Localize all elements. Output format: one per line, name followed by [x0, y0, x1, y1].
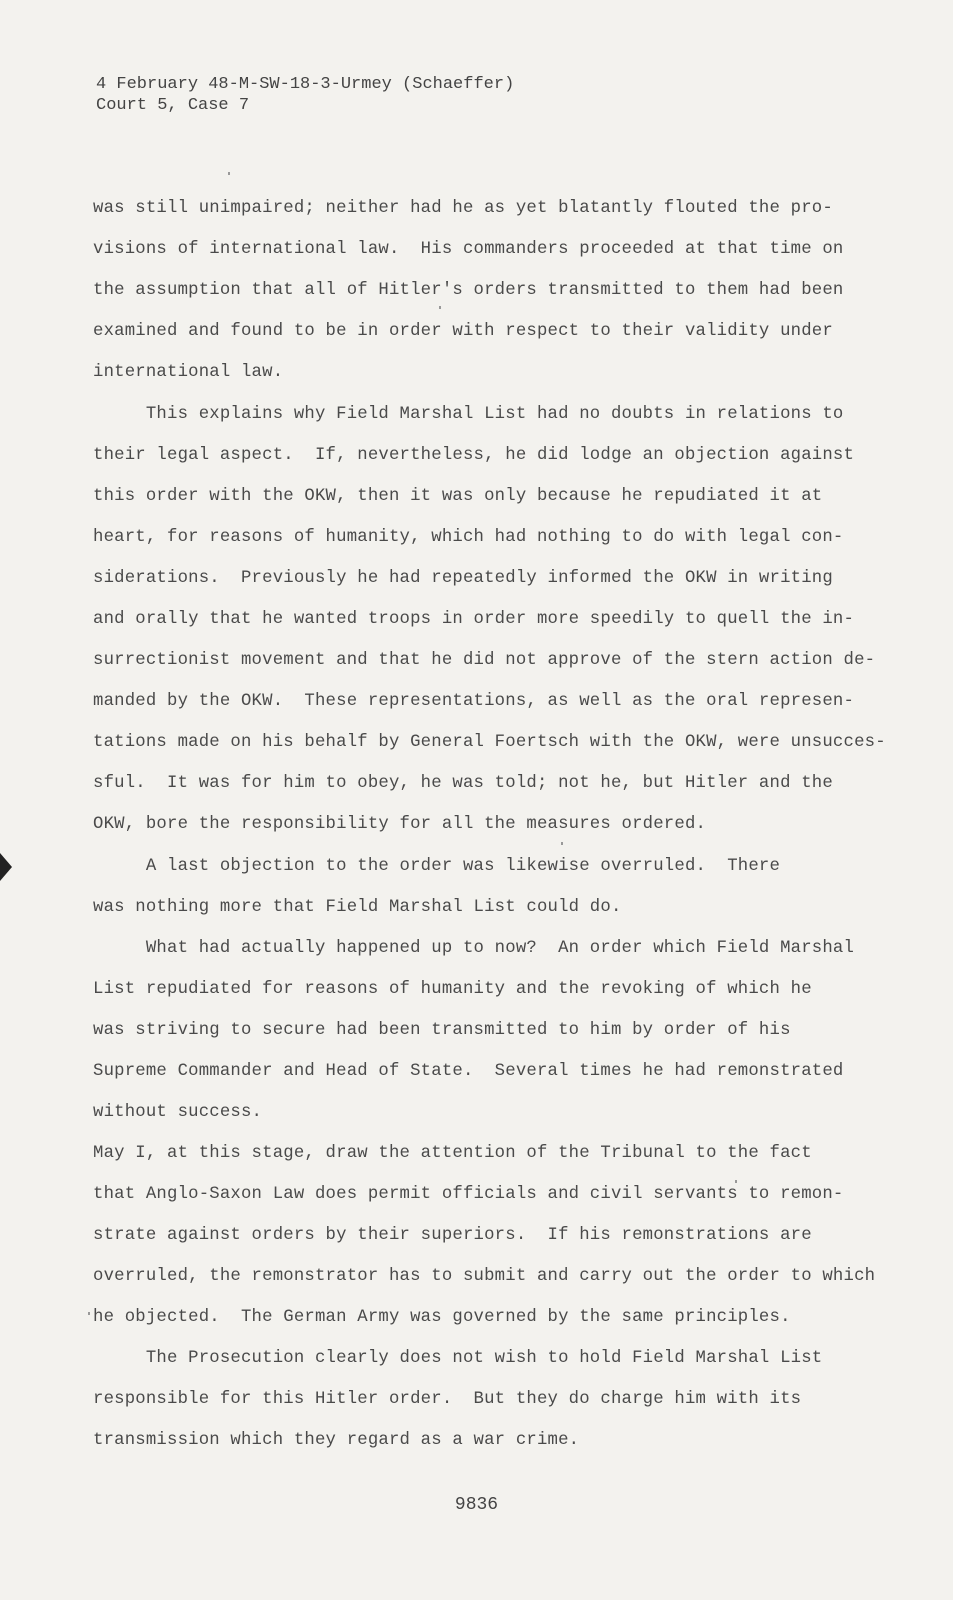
body-line: List repudiated for reasons of humanity and the revoking of which he — [93, 980, 812, 999]
header-date-line: 4 February 48-M-SW-18-3-Urmey (Schaeffer) — [96, 75, 515, 94]
body-line: This explains why Field Marshal List had no doubts in relations to — [93, 405, 844, 424]
body-line: manded by the OKW. These representations, as well as the oral represen- — [93, 692, 855, 711]
body-line: their legal aspect. If, nevertheless, he did lodge an objection against — [93, 446, 855, 465]
body-line: was striving to secure had been transmitted to him by order of his — [93, 1021, 791, 1040]
binder-tab-marker — [0, 853, 12, 881]
body-line: siderations. Previously he had repeatedly informed the OKW in writing — [93, 569, 833, 588]
body-line: international law. — [93, 363, 284, 382]
body-line: OKW, bore the responsibility for all the measures ordered. — [93, 815, 707, 834]
body-line: was nothing more that Field Marshal List could do. — [93, 898, 622, 917]
body-line: heart, for reasons of humanity, which had nothing to do with legal con- — [93, 528, 844, 547]
body-line: surrectionist movement and that he did not approve of the stern action de- — [93, 651, 876, 670]
paper-fleck — [88, 1312, 90, 1315]
paper-fleck — [228, 172, 230, 175]
body-line: A last objection to the order was likewise overruled. There — [93, 857, 781, 876]
body-line: was still unimpaired; neither had he as yet blatantly flouted the pro- — [93, 199, 833, 218]
body-line: visions of international law. His commanders proceeded at that time on — [93, 240, 844, 259]
paper-fleck — [561, 842, 563, 845]
body-line: the assumption that all of Hitler's orders transmitted to them had been — [93, 281, 844, 300]
body-line: without success. — [93, 1103, 263, 1122]
body-line: examined and found to be in order with respect to their validity under — [93, 322, 833, 341]
paper-fleck — [735, 1180, 737, 1183]
body-line: and orally that he wanted troops in order more speedily to quell the in- — [93, 610, 855, 629]
body-line: transmission which they regard as a war crime. — [93, 1431, 580, 1450]
body-line: that Anglo-Saxon Law does permit officials and civil servants to remon- — [93, 1185, 844, 1204]
body-line: this order with the OKW, then it was only because he repudiated it at — [93, 487, 823, 506]
body-line: overruled, the remonstrator has to submit and carry out the order to which — [93, 1267, 876, 1286]
body-line: The Prosecution clearly does not wish to hold Field Marshal List — [93, 1349, 823, 1368]
body-line: Supreme Commander and Head of State. Several times he had remonstrated — [93, 1062, 844, 1081]
header-court-line: Court 5, Case 7 — [96, 96, 250, 115]
body-line: What had actually happened up to now? An order which Field Marshal — [93, 939, 855, 958]
body-line: tations made on his behalf by General Foertsch with the OKW, were unsucces- — [93, 733, 886, 752]
body-line: responsible for this Hitler order. But they do charge him with its — [93, 1390, 802, 1409]
body-line: May I, at this stage, draw the attention of the Tribunal to the fact — [93, 1144, 812, 1163]
body-line: sful. It was for him to obey, he was told; not he, but Hitler and the — [93, 774, 833, 793]
body-line: strate against orders by their superiors. If his remonstrations are — [93, 1226, 812, 1245]
page-number: 9836 — [454, 1495, 499, 1515]
paper-fleck — [439, 306, 441, 309]
body-line: he objected. The German Army was governed by the same principles. — [93, 1308, 791, 1327]
